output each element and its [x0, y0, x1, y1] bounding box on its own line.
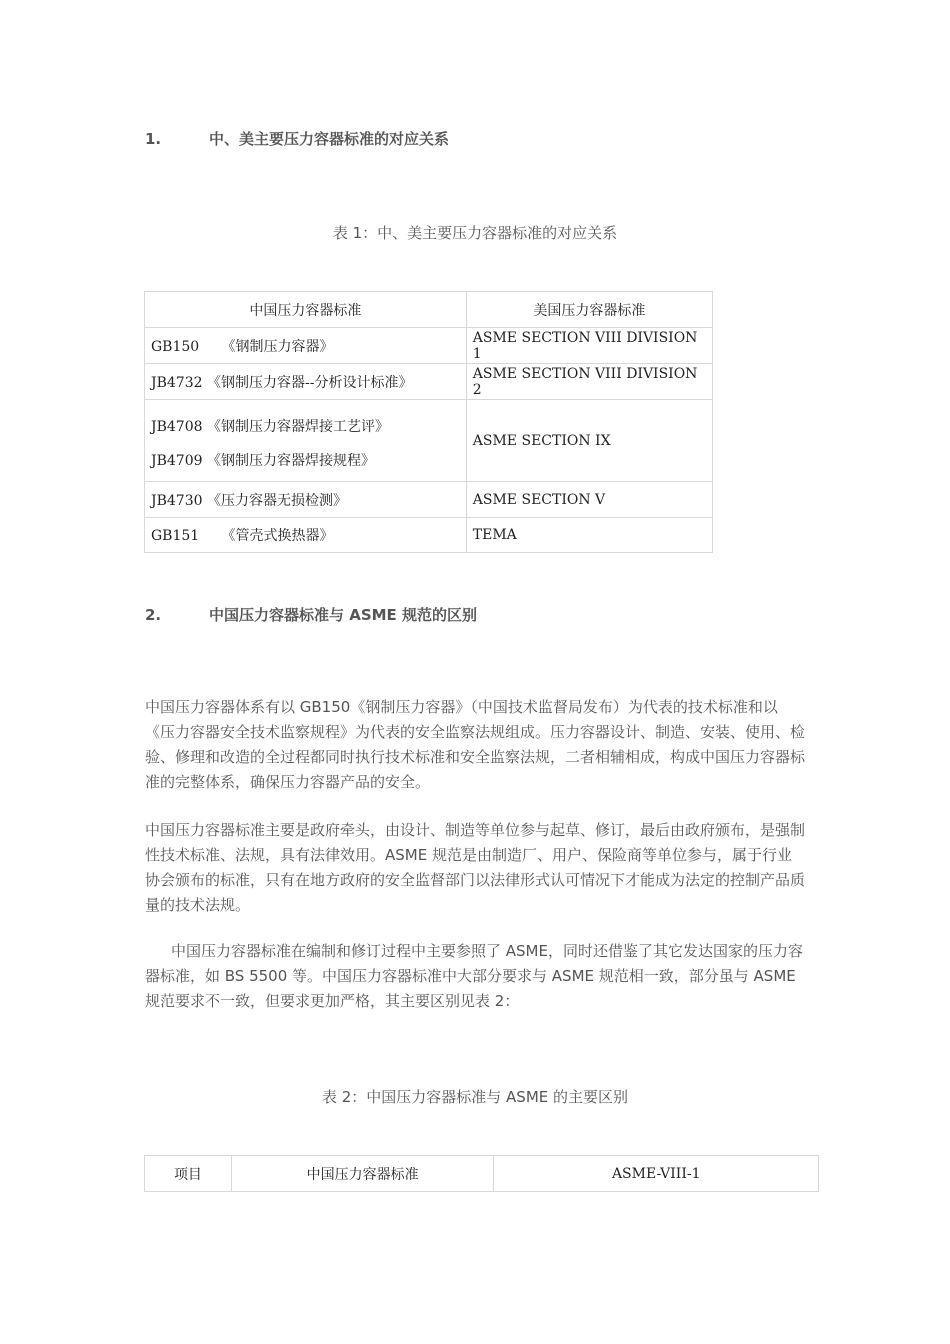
section-number: 1.	[145, 130, 162, 148]
us-standard-cell: TEMA	[466, 518, 712, 553]
section-title: 中、美主要压力容器标准的对应关系	[209, 130, 450, 148]
us-standard-cell: ASME SECTION V	[466, 482, 712, 518]
cn-standard-line: JB4709 《钢制压力容器焊接规程》	[151, 453, 375, 469]
cn-standard-cell: JB4732 《钢制压力容器--分析设计标准》	[145, 364, 467, 400]
table-row	[145, 364, 713, 400]
table-row	[145, 400, 713, 482]
table-2-caption: 表 2：中国压力容器标准与 ASME 的主要区别	[321, 1088, 629, 1106]
column-header: 美国压力容器标准	[466, 292, 712, 328]
table-row	[145, 482, 713, 518]
table-row	[145, 328, 713, 364]
cn-standard-cell: JB4730 《压力容器无损检测》	[145, 482, 467, 518]
table-1-caption: 表 1：中、美主要压力容器标准的对应关系	[332, 224, 618, 242]
section-title: 中国压力容器标准与 ASME 规范的区别	[209, 606, 478, 624]
section-number: 2.	[145, 606, 162, 624]
table-2	[144, 1155, 819, 1192]
us-standard-cell: ASME SECTION VIII DIVISION 1	[466, 328, 712, 364]
cn-standard-line: JB4708 《钢制压力容器焊接工艺评》	[151, 419, 389, 435]
table-header-row	[145, 1156, 819, 1192]
paragraph: 中国压力容器标准在编制和修订过程中主要参照了 ASME，同时还借鉴了其它发达国家的压力容器标准，如 BS 5500 等。中国压力容器标准中大部分要求与 ASME 规范相一致，部分虽与 ASME 规范要求不一致，但要求更加严格，其主要区别见表 2：	[145, 942, 803, 1010]
column-header: 中国压力容器标准	[231, 1156, 494, 1192]
cn-standard-cell	[145, 400, 467, 482]
us-standard-cell: ASME SECTION VIII DIVISION 2	[466, 364, 712, 400]
section-1-heading	[145, 128, 449, 149]
paragraph: 中国压力容器体系有以 GB150《钢制压力容器》（中国技术监督局发布）为代表的技术标准和以《压力容器安全技术监察规程》为代表的安全监察法规组成。压力容器设计、制造、安装、使用、检验、修理和改造的全过程都同时执行技术标准和安全监察法规，二者相辅相成，构成中国压力容器标准的完整体系，确保压力容器产品的安全。	[145, 698, 806, 791]
column-header: ASME-VIII-1	[494, 1156, 819, 1192]
column-header: 中国压力容器标准	[145, 292, 467, 328]
table-header-row	[145, 292, 713, 328]
cn-standard-cell: GB150 《钢制压力容器》	[145, 328, 467, 364]
section-2-heading	[145, 604, 477, 625]
column-header: 项目	[145, 1156, 232, 1192]
table-1	[144, 291, 713, 553]
cn-standard-cell: GB151 《管壳式换热器》	[145, 518, 467, 553]
us-standard-cell: ASME SECTION IX	[466, 400, 712, 482]
table-row	[145, 518, 713, 553]
paragraph: 中国压力容器标准主要是政府牵头，由设计、制造等单位参与起草、修订，最后由政府颁布，是强制性技术标准、法规，具有法律效用。ASME 规范是由制造厂、用户、保险商等单位参与，属于行业协会颁布的标准，只有在地方政府的安全监督部门以法律形式认可情况下才能成为法定的控制产品质量的技术法规。	[145, 821, 806, 914]
